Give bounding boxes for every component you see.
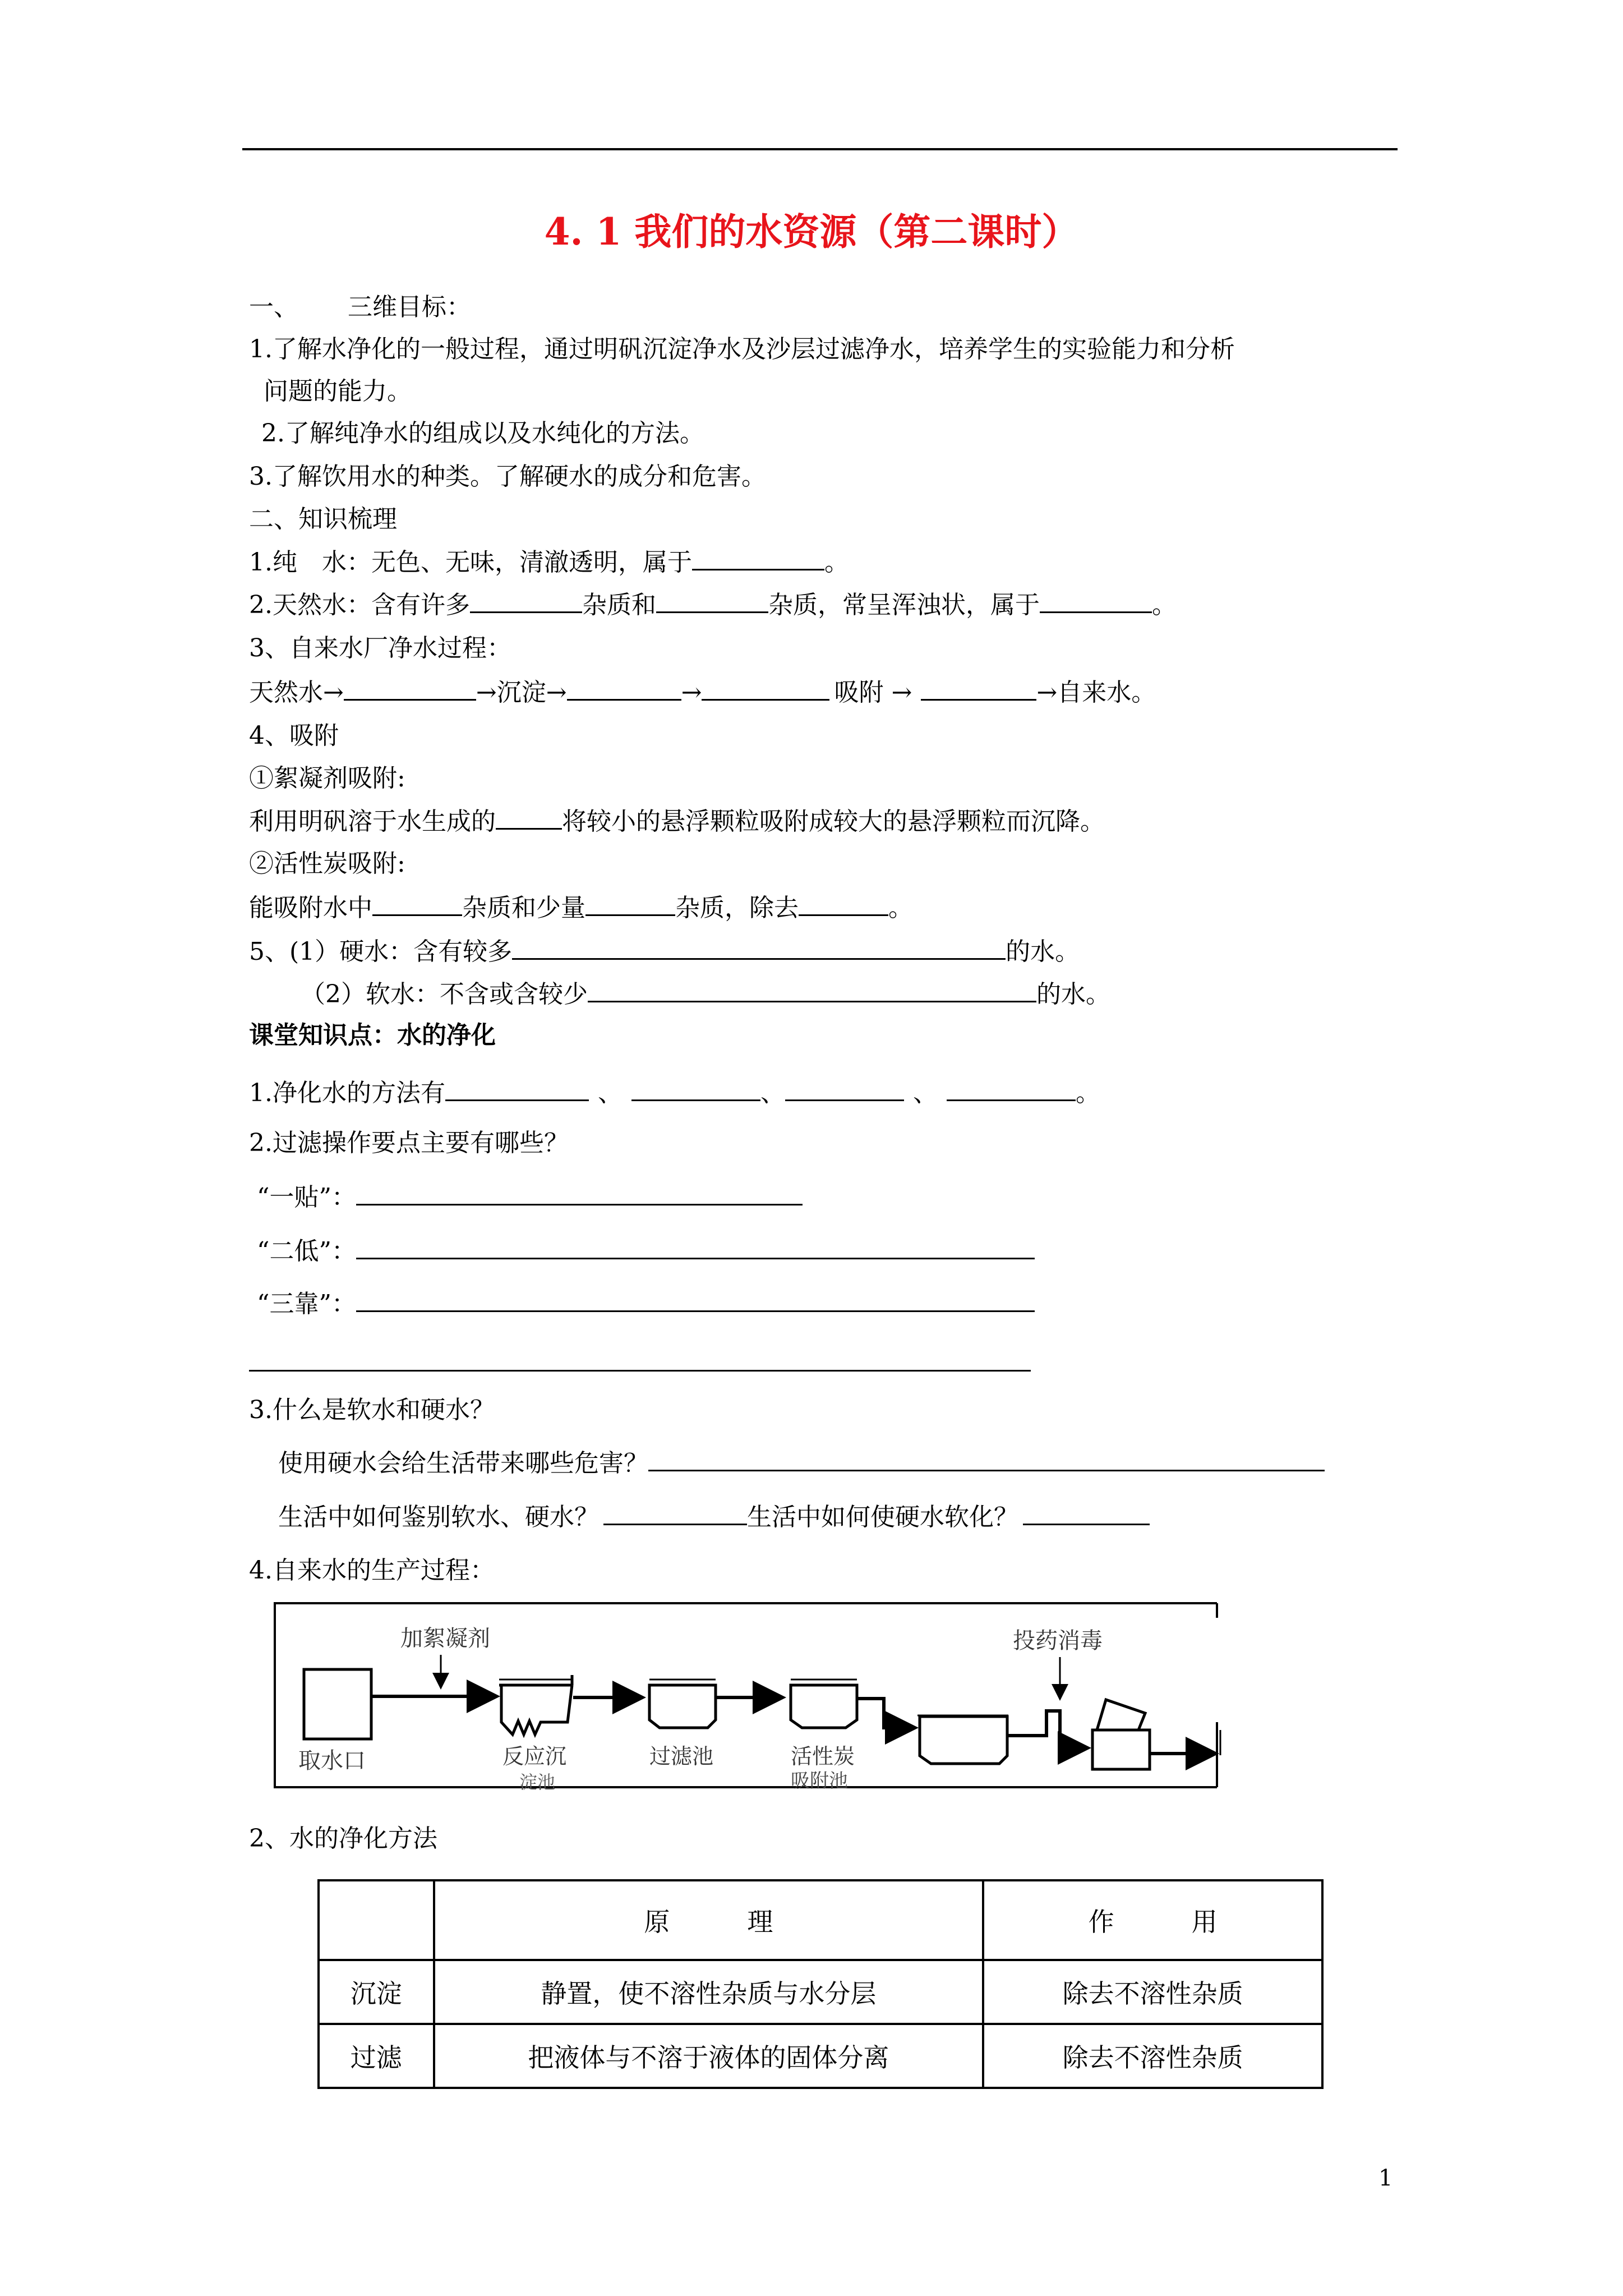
q3-identify-line <box>278 1501 1150 1533</box>
floc-line <box>249 806 1105 838</box>
header-rule <box>242 148 1398 150</box>
label-add-coagulant: 加絮凝剂 <box>400 1626 490 1651</box>
filter-tank-shape <box>649 1680 716 1728</box>
extra-answer-line[interactable] <box>249 1370 1031 1372</box>
methods-heading: 2、水的净化方法 <box>249 1824 437 1853</box>
hard-water-end: 的水。 <box>1006 937 1080 966</box>
carbon-blank-1[interactable] <box>372 892 462 916</box>
q2: 2.过滤操作要点主要有哪些？ <box>249 1129 569 1157</box>
tie-blank[interactable] <box>356 1181 803 1205</box>
natural-water-end: 。 <box>1151 591 1177 619</box>
method-name: 过滤 <box>319 2024 434 2088</box>
method-principle: 把液体与不溶于液体的固体分离 <box>434 2024 984 2088</box>
q1-text: 1.净化水的方法有 <box>249 1079 445 1107</box>
carbon-blank-2[interactable] <box>585 892 675 916</box>
method-principle: 静置，使不溶性杂质与水分层 <box>434 1960 984 2024</box>
flow-end: →自来水。 <box>1036 678 1156 707</box>
table-header-row <box>319 1880 1322 1960</box>
natural-water-text: 2.天然水：含有许多 <box>249 591 470 619</box>
carbon-text: 能吸附水中 <box>249 894 372 922</box>
q1-blank-3[interactable] <box>785 1077 904 1101</box>
adsorb-heading: 4、吸附 <box>249 721 339 750</box>
method-name: 沉淀 <box>319 1960 434 2024</box>
goal-1-line-1: 1.了解水净化的一般过程，通过明矾沉淀净水及沙层过滤净水，培养学生的实验能力和分析 <box>249 335 1235 364</box>
label-disinfect: 投药消毒 <box>1013 1628 1103 1654</box>
soft-water-text: （2）软水：不含或含较少 <box>301 980 588 1009</box>
flow-blank-1[interactable] <box>344 677 476 701</box>
q1-line <box>249 1077 1100 1109</box>
carbon-text-3: 杂质，除去 <box>675 894 799 922</box>
natural-water-blank-1[interactable] <box>470 589 582 613</box>
pure-water-line <box>249 546 849 578</box>
flow-adsorb: 吸附 → <box>834 678 912 707</box>
soft-water-end: 的水。 <box>1036 980 1110 1009</box>
label-intake: 取水口 <box>298 1748 366 1774</box>
flow-blank-2[interactable] <box>567 677 681 701</box>
goal-2: 2.了解纯净水的组成以及水纯化的方法。 <box>261 419 704 448</box>
flow-blank-4[interactable] <box>921 677 1036 701</box>
soft-water-line <box>301 978 1110 1010</box>
q3-harm-blank[interactable] <box>648 1447 1325 1471</box>
water-production-diagram <box>273 1601 1232 1803</box>
carbon-end: 。 <box>888 894 913 922</box>
tie-line <box>257 1181 803 1213</box>
natural-water-text-3: 杂质，常呈浑浊状，属于 <box>768 591 1040 619</box>
q3-soften-text: 生活中如何使硬水软化？ <box>747 1503 1018 1531</box>
q1-blank-4[interactable] <box>947 1077 1076 1101</box>
section2-heading: 二、知识梳理 <box>249 505 397 533</box>
carbon-heading: ②活性炭吸附: <box>249 849 405 878</box>
natural-water-blank-2[interactable] <box>656 589 768 613</box>
q4: 4.自来水的生产过程： <box>249 1556 495 1585</box>
floc-blank[interactable] <box>496 806 562 830</box>
intake-box <box>304 1669 371 1739</box>
low-blank[interactable] <box>356 1235 1035 1259</box>
soft-water-blank[interactable] <box>588 978 1036 1002</box>
hard-water-blank[interactable] <box>512 936 1006 960</box>
pure-water-text: 1.纯 水：无色、无味，清澈透明，属于 <box>249 548 692 577</box>
floc-heading: ①絮凝剂吸附: <box>249 764 405 793</box>
table-row <box>319 2024 1322 2088</box>
lean-line <box>257 1288 1035 1320</box>
lean-blank[interactable] <box>356 1288 1035 1312</box>
section1-heading-num: 一、 <box>249 293 298 321</box>
low-line <box>257 1235 1035 1267</box>
goal-3: 3.了解饮用水的种类。了解硬水的成分和危害。 <box>249 462 766 491</box>
plant-heading: 3、自来水厂净水过程： <box>249 634 511 662</box>
q3-identify-blank[interactable] <box>603 1501 747 1525</box>
label-carbon-1: 活性炭 <box>791 1744 855 1769</box>
classroom-heading: 课堂知识点：水的净化 <box>249 1021 496 1050</box>
carbon-blank-3[interactable] <box>799 892 888 916</box>
flow-line <box>249 677 1156 708</box>
flow-blank-3[interactable] <box>702 677 829 701</box>
natural-water-blank-3[interactable] <box>1040 589 1152 613</box>
flow-settle: →沉淀→ <box>476 678 567 707</box>
table-row <box>319 1960 1322 2024</box>
methods-table <box>317 1879 1324 2089</box>
carbon-tank-shape <box>791 1680 857 1728</box>
q1-blank-2[interactable] <box>631 1077 760 1101</box>
section1-heading: 三维目标： <box>348 293 471 321</box>
q1-sep-1: 、 <box>597 1079 623 1107</box>
natural-water-text-2: 杂质和 <box>582 591 656 619</box>
pure-water-blank[interactable] <box>692 546 824 570</box>
q1-blank-1[interactable] <box>445 1077 589 1101</box>
label-reaction-1: 反应沉 <box>502 1744 567 1769</box>
floc-text-2: 将较小的悬浮颗粒吸附成较大的悬浮颗粒而沉降。 <box>562 807 1105 836</box>
q1-sep-2: 、 <box>760 1079 785 1107</box>
tie-label: “一贴”： <box>257 1183 356 1212</box>
natural-water-line <box>249 589 1177 621</box>
carbon-line <box>249 892 913 924</box>
q1-sep-3: 、 <box>912 1079 938 1107</box>
q3-harm-text: 使用硬水会给生活带来哪些危害？ <box>278 1449 648 1478</box>
q3-harm-line <box>278 1447 1325 1479</box>
reaction-tank-shape <box>499 1675 572 1734</box>
label-carbon-2: 吸附池 <box>791 1770 848 1792</box>
lean-label: “三靠”： <box>257 1290 356 1318</box>
hard-water-text: 5、(1）硬水：含有较多 <box>249 937 513 966</box>
page-number: 1 <box>1378 2165 1393 2191</box>
carbon-text-2: 杂质和少量 <box>462 894 585 922</box>
label-filter: 过滤池 <box>649 1744 714 1769</box>
clearwater-tank-shape <box>917 1715 1008 1764</box>
table-header-principle: 原 理 <box>434 1880 984 1960</box>
hard-water-line <box>249 936 1080 968</box>
q3: 3.什么是软水和硬水？ <box>249 1396 495 1424</box>
label-reaction-2: 淀池 <box>519 1772 556 1793</box>
method-effect: 除去不溶性杂质 <box>983 2024 1322 2088</box>
method-effect: 除去不溶性杂质 <box>983 1960 1322 2024</box>
floc-text: 利用明矾溶于水生成的 <box>249 807 496 836</box>
goal-1-line-2: 问题的能力。 <box>264 377 412 406</box>
q1-end: 。 <box>1075 1079 1100 1107</box>
pump-house-shape <box>1092 1700 1150 1769</box>
flow-arrow: → <box>681 678 702 707</box>
table-header-effect: 作 用 <box>983 1880 1322 1960</box>
table-header-empty <box>319 1880 434 1960</box>
page-title: 4. 1 我们的水资源（第二课时） <box>544 210 1079 254</box>
pure-water-end: 。 <box>824 548 849 577</box>
q3-identify-text: 生活中如何鉴别软水、硬水？ <box>278 1503 599 1531</box>
q3-soften-blank[interactable] <box>1023 1501 1150 1525</box>
low-label: “二低”： <box>257 1237 356 1266</box>
flow-start: 天然水→ <box>249 678 344 707</box>
